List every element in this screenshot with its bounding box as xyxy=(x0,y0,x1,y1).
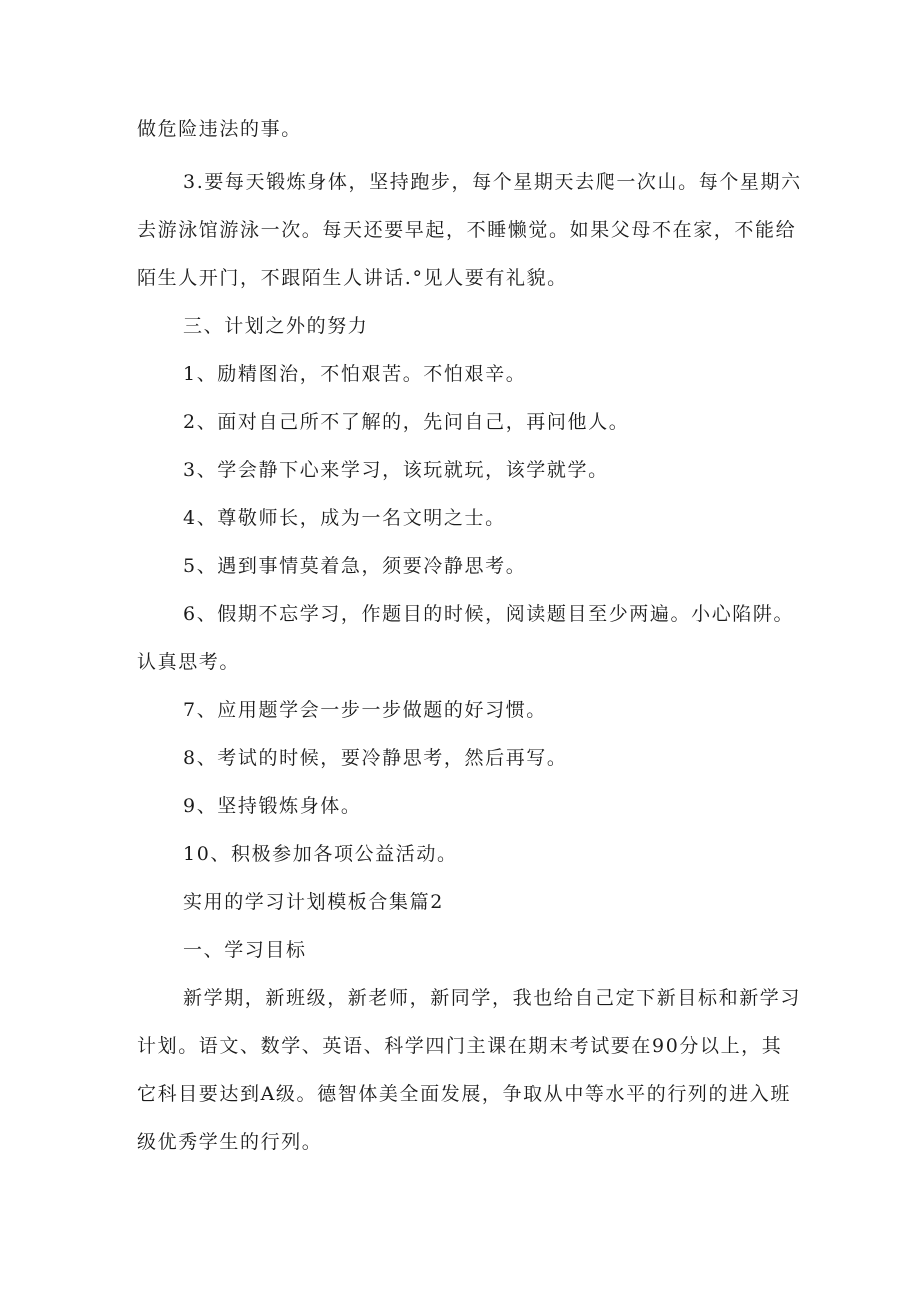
list-item: 3、学会静下心来学习，该玩就玩，该学就学。 xyxy=(183,459,609,481)
list-item: 7、应用题学会一步一步做题的好习惯。 xyxy=(183,699,547,721)
section-heading: 一、学习目标 xyxy=(183,939,307,961)
paragraph-line: 它科目要达到A级。德智体美全面发展，争取从中等水平的行列的进入班 xyxy=(137,1083,791,1105)
paragraph-line: 3.要每天锻炼身体，坚持跑步，每个星期天去爬一次山。每个星期六 xyxy=(183,171,802,193)
paragraph-line: 去游泳馆游泳一次。每天还要早起，不睡懒觉。如果父母不在家，不能给 xyxy=(137,219,797,241)
paragraph-line: 计划。语文、数学、英语、科学四门主课在期末考试要在90分以上，其 xyxy=(137,1035,783,1057)
list-item: 4、尊敬师长，成为一名文明之士。 xyxy=(183,507,506,529)
list-item: 1、励精图治，不怕艰苦。不怕艰辛。 xyxy=(183,363,527,385)
list-item: 5、遇到事情莫着急，须要冷静思考。 xyxy=(183,555,527,577)
list-item: 2、面对自己所不了解的，先问自己，再问他人。 xyxy=(183,411,630,433)
list-item-continuation: 认真思考。 xyxy=(137,651,241,673)
paragraph-line: 级优秀学生的行列。 xyxy=(137,1131,323,1153)
document-section-title: 实用的学习计划模板合集篇2 xyxy=(183,891,444,913)
list-item: 9、坚持锻炼身体。 xyxy=(183,795,362,817)
list-item: 8、考试的时候，要冷静思考，然后再写。 xyxy=(183,747,568,769)
list-item: 10、积极参加各项公益活动。 xyxy=(183,843,458,865)
paragraph-line: 陌生人开门，不跟陌生人讲话.°见人要有礼貌。 xyxy=(137,267,568,289)
section-heading: 三、计划之外的努力 xyxy=(183,315,369,337)
list-item: 6、假期不忘学习，作题目的时候，阅读题目至少两遍。小心陷阱。 xyxy=(183,603,795,625)
paragraph-line: 做危险违法的事。 xyxy=(137,118,302,140)
paragraph-line: 新学期，新班级，新老师，新同学，我也给自己定下新目标和新学习 xyxy=(183,987,802,1009)
